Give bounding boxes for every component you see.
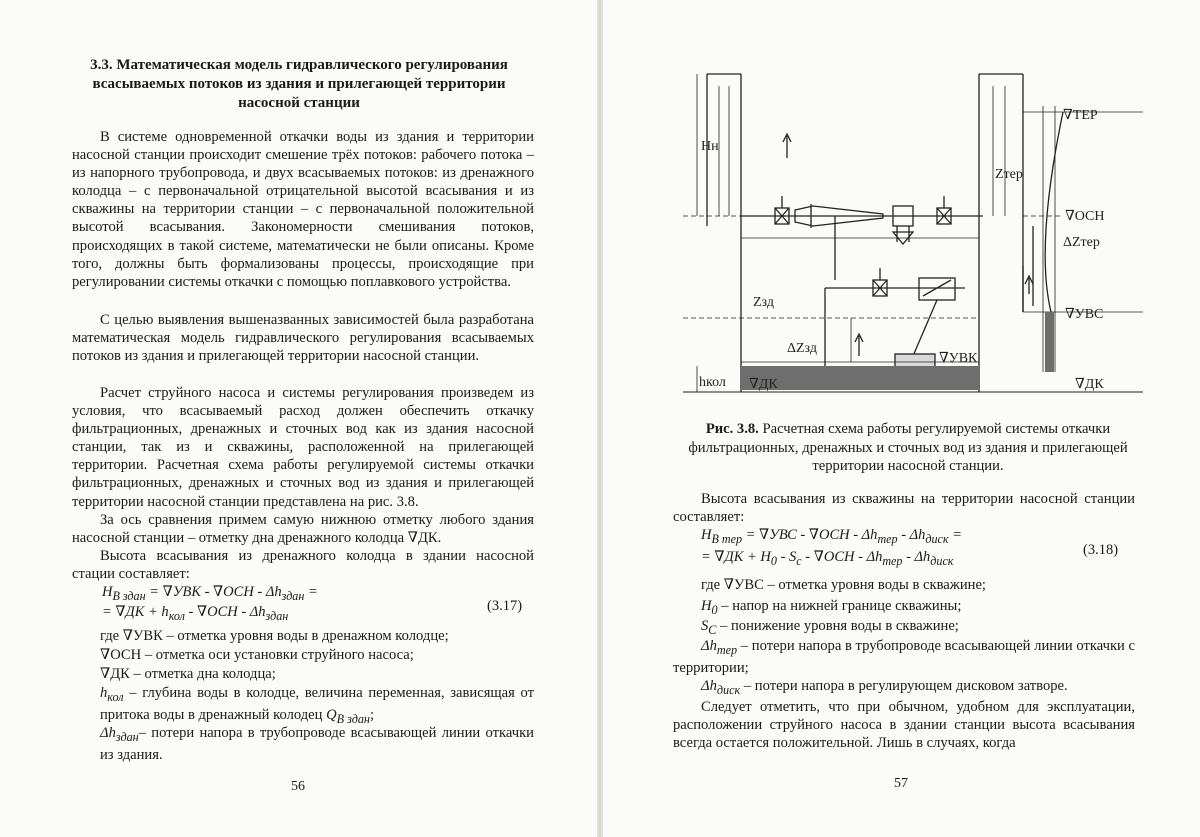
paragraph-right-1: Высота всасывания из скважины на территории насосной станции составляет: (673, 491, 1135, 526)
definition-dh-disk: $\Delta h_{диск}$ – потери напора в регулирующем дисковом затворе. (701, 678, 1068, 697)
right-page (603, 0, 1200, 837)
page-number-right: 57 (894, 776, 908, 791)
label-z-ter: Zтер (995, 167, 1023, 182)
label-uvk: ∇УВК (939, 351, 978, 366)
label-z-zd: Zзд (753, 295, 774, 310)
definition-uvs: где ∇УВС – отметка уровня воды в скважине; (701, 577, 986, 593)
label-ter: ∇ТЕР (1063, 108, 1098, 123)
equation-3-18-line1: $H_{В тер} = \nabla УВС - \nabla ОСН - \Delta h_{тер} - \Delta h_{диск}$ = (701, 527, 962, 546)
definition-hkol: $h_{кол}$ – глубина воды в колодце, величина переменная, зависящая от притока воды в дренажный колодец $Q_{В здан}$; (100, 685, 534, 726)
label-dk-right: ∇ДК (1075, 377, 1104, 392)
equation-3-18-line2: = $\nabla ДК + H_0 - S_c - \nabla ОСН - \Delta h_{тер} - \Delta h_{диск}$ (701, 549, 954, 568)
definition-sc: $S_C$ – понижение уровня воды в скважине; (701, 618, 959, 637)
figure-caption: Рис. 3.8. Расчетная схема работы регулируемой системы откачки фильтрационных, дренажных и сточных вод из здания и прилегающей территории насосной станции. (688, 421, 1128, 474)
equation-number-3-18: (3.18) (1083, 542, 1119, 558)
section-heading: 3.3. Математическая модель гидравлического регулирования всасываемых потоков из здания и прилегающей территории насосной станции (90, 57, 508, 111)
label-dk-left: ∇ДК (749, 377, 778, 392)
label-dz-ter: ΔZтер (1063, 235, 1100, 250)
definition-h0: $H_0$ – напор на нижней границе скважины; (701, 598, 962, 617)
definition-dh-zdan: $\Delta h_{здан}-$ потери напора в трубопроводе всасывающей линии откачки из здания. (100, 725, 534, 763)
paragraph-4: За ось сравнения примем самую нижнюю отметку любого здания насосной станции – отметку дна дренажного колодца ∇ДК. (72, 512, 534, 547)
paragraph-3: Расчет струйного насоса и системы регулирования произведем из условия, что всасываемый расход должен обеспечить откачку фильтрационных, дренажных и сточных вод как из здания насосной станции, так из и скважины, расположенной на прилегающей территории. Расчетная схема работы регулируемой системы откачки фильтрационных, дренажных и сточных вод из здания и прилегающей территории насосной станции представлена на рис. 3.8. (72, 385, 534, 510)
definition-dk: ∇ДК – отметка дна колодца; (100, 666, 276, 682)
equation-number-3-17: (3.17) (487, 598, 523, 614)
definition-osn: ∇ОСН – отметка оси установки струйного насоса; (100, 647, 414, 663)
well-water (1045, 312, 1054, 372)
left-page (0, 0, 597, 837)
depression-curve (1045, 112, 1063, 312)
label-hkol: hкол (699, 375, 726, 390)
figure-3-8 (683, 66, 1143, 406)
label-uvs: ∇УВС (1065, 307, 1104, 322)
equation-3-17-line1: $H_{В здан} = \nabla УВК - \nabla ОСН - \Delta h_{здан}$ = (102, 584, 318, 603)
definition-dh-ter: $\Delta h_{тер}$ – потери напора в трубопроводе всасывающей линии откачки с территории; (673, 638, 1135, 676)
label-hn: Hн (701, 139, 719, 154)
page-number-left: 56 (291, 779, 305, 794)
label-dz-zd: ΔZзд (787, 341, 817, 356)
float-rod (913, 300, 937, 356)
equation-3-17-line2: = $\nabla ДК + h_{кол} - \nabla ОСН - \Delta h_{здан}$ (102, 604, 289, 623)
paragraph-5: Высота всасывания из дренажного колодца в здании насосной стации составляет: (72, 548, 534, 583)
paragraph-right-2: Следует отметить, что при обычном, удобном для эксплуатации, расположении струйного насоса в здании станции высота всасывания всегда остается положительной. Лишь в случаях, когда (673, 699, 1135, 752)
definition-uvk: где ∇УВК – отметка уровня воды в дренажном колодце; (100, 628, 449, 644)
paragraph-2: С целью выявления вышеназванных зависимостей была разработана математическая модель гидравлического регулирования всасываемых потоков из здания и прилегающей территории насосной станции. (72, 312, 534, 365)
paragraph-1: В системе одновременной откачки воды из здания и территории насосной станции происходит смешение трёх потоков: рабочего потока – из напорного трубопровода, и двух всасываемых потоков: из дренажного колодца – с первоначальной отрицательной высотой всасывания и из скважины на территории станции – с первоначальной положительной высотой всасывания. Закономерности смешивания потоков, происходящих в такой системе, математически не были описаны. Кроме того, должны быть формализованы процессы, происходящие при регулировании системы откачки с помощью поплавкового устройства. (72, 129, 534, 290)
label-osn: ∇ОСН (1065, 209, 1105, 224)
